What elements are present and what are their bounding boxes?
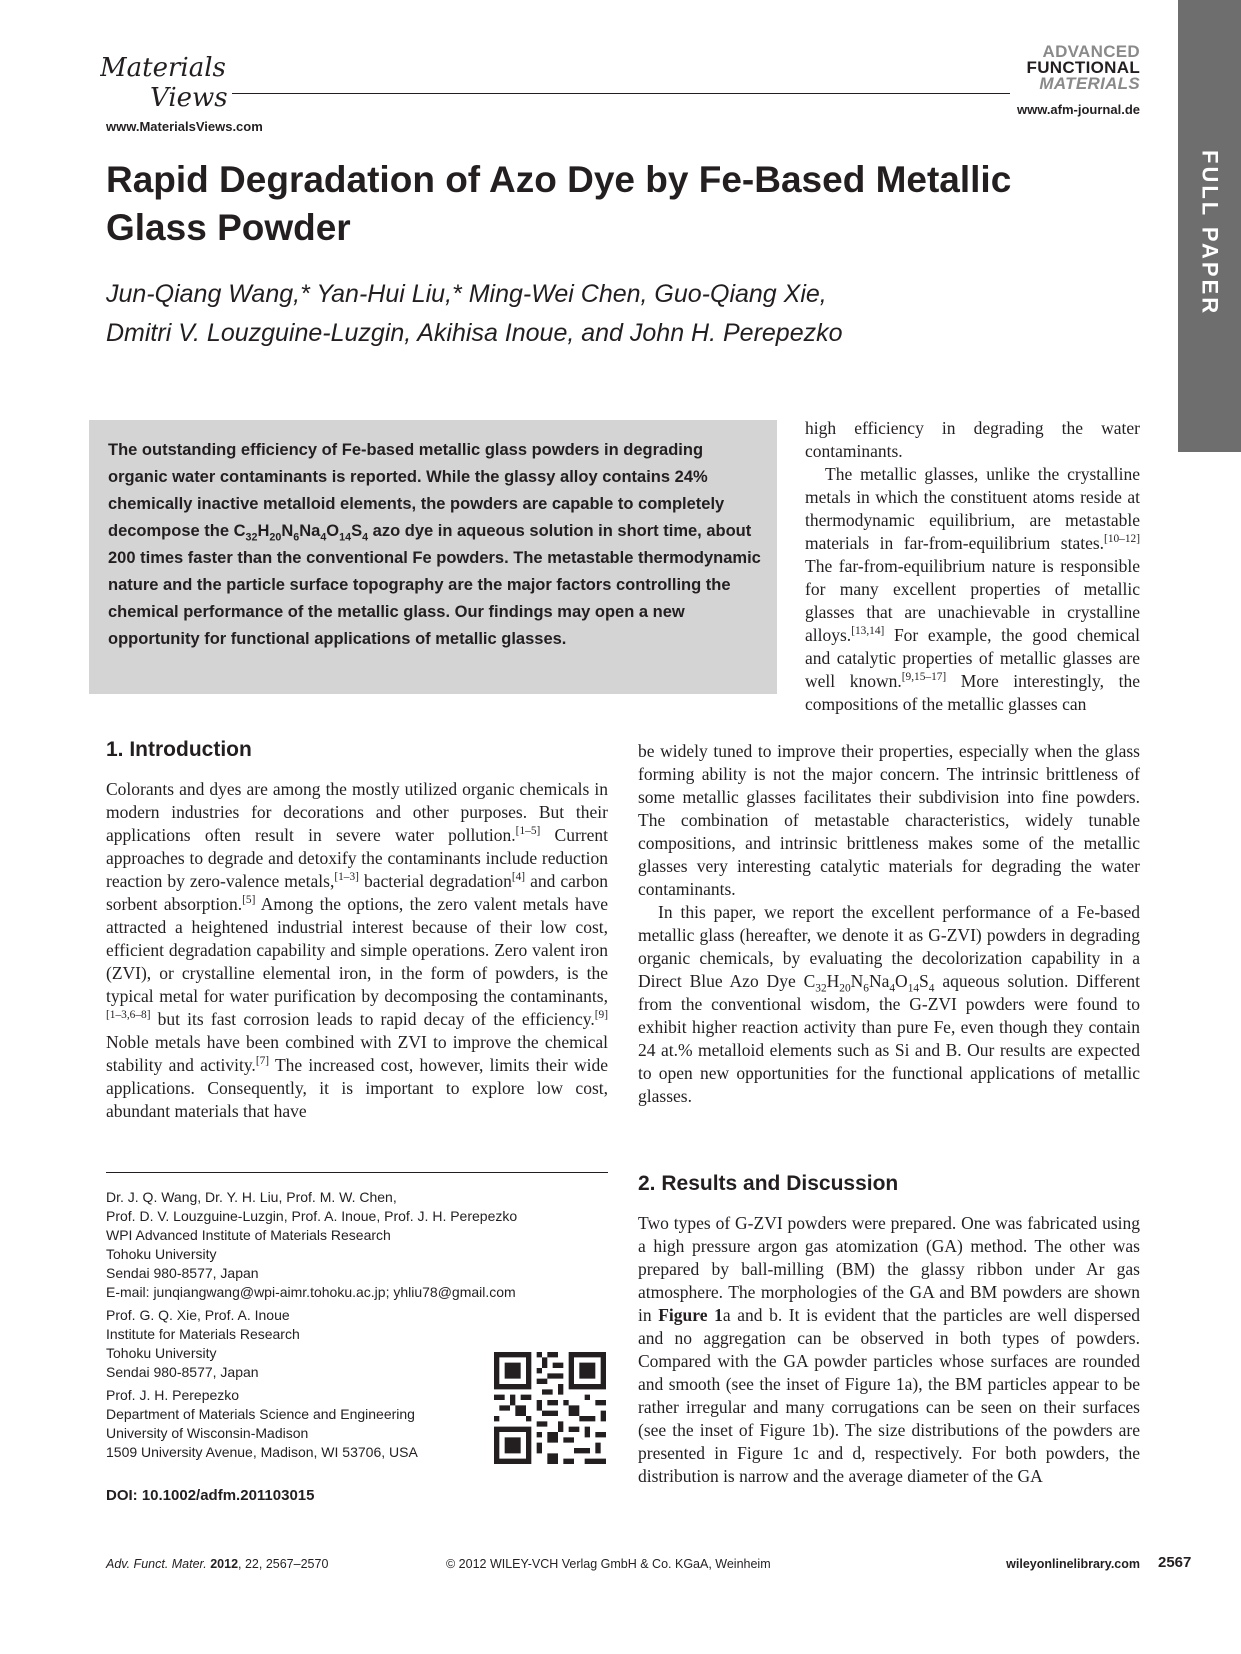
paragraph: Colorants and dyes are among the mostly utilized organic chemicals in modern industries for decorations and other purposes. But their applications often result in severe water pollution.[1–5] Current approaches to degrade and detoxify the contaminants include reduction reaction by zero-valence metals,[1–3] bacterial degradation[4] and carbon sorbent absorption.[5] Among the options, the zero valent metals have attracted a heightened industrial interest because of their low cost, efficient degradation capability and simple operations. Zero valent iron (ZVI), or crystalline elemental iron, in the form of powders, is the typical metal for water purification by decomposing the contaminants,[1–3,6–8] but its fast corrosion leads to rapid decay of the efficiency.[9] Noble metals have been combined with ZVI to improve the chemical stability and activity.[7] The increased cost, however, limits their wide applications. Consequently, it is important to explore low cost, abundant materials that have [106,779,608,1121]
citation[interactable]: [1–5] [515,825,541,838]
journal-url[interactable]: www.afm-journal.de [1016,102,1140,117]
email-line[interactable]: E-mail: junqiangwang@wpi-aimr.tohoku.ac.jp; yhliu78@gmail.com [106,1284,516,1300]
left-column-intro [106,778,608,1123]
authors-line-1: Jun-Qiang Wang,* Yan-Hui Liu,* Ming-Wei Chen, Guo-Qiang Xie, [106,280,827,308]
page-number: 2567 [1158,1554,1192,1571]
section-tab-label: FULL PAPER [1197,150,1223,317]
affiliation-line: Prof. G. Q. Xie, Prof. A. Inoue [106,1307,290,1323]
affiliation-line: Department of Materials Science and Engineering [106,1406,415,1422]
svg-text:Views: Views [150,83,228,112]
svg-text:Materials: Materials [100,53,226,83]
journal-logo-line1: ADVANCED [1042,42,1140,61]
journal-logo-line2: FUNCTIONAL [1026,58,1140,77]
affiliation-line: WPI Advanced Institute of Materials Research [106,1227,391,1243]
affiliation-line: Institute for Materials Research [106,1326,300,1342]
materials-views-logo [100,50,235,112]
header-rule [232,93,1010,94]
affiliation-line: Dr. J. Q. Wang, Dr. Y. H. Liu, Prof. M. W. Chen, [106,1189,397,1205]
author-list [106,275,1056,353]
paragraph: be widely tuned to improve their properties, especially when the glass forming ability is not the major concern. The intrinsic brittleness of some metallic glasses facilitates their subdivision into fine powders. The combination of metastable characteristics, widely tunable compositions, and intrinsic brittleness makes some of the metallic glasses very interesting catalytic materials for degrading the water contaminants. [638,741,1140,899]
abstract-part-2: azo dye in aqueous solution in short time, about 200 times faster than the conventional Fe powders. The metastable thermodynamic nature and the particle surface topography are the major factors controlling the chemical performance of the metallic glass. Our findings may open a new opportunity for functional applications of metallic glasses. [108,522,761,648]
footer-copyright: © 2012 WILEY-VCH Verlag GmbH & Co. KGaA, Weinheim [446,1557,771,1571]
citation[interactable]: [7] [255,1055,270,1068]
section-heading-results: 2. Results and Discussion [638,1172,899,1195]
citation[interactable]: [9,15–17] [901,671,947,684]
footer-citation: Adv. Funct. Mater. 2012, 22, 2567–2570 [106,1557,329,1571]
citation[interactable]: [1–3] [334,871,359,884]
article-title: Rapid Degradation of Azo Dye by Fe-Based Metallic Glass Powder [106,159,1012,248]
abstract-part-1: The outstanding efficiency of Fe-based metallic glass powders in degrading organic water contaminants is reported. While the glassy alloy contains 24% chemically inactive metalloid elements, the powders are capable to completely decompose the [108,441,725,540]
paragraph: high efficiency in degrading the water contaminants. [805,418,1140,461]
citation[interactable]: [5] [242,894,256,907]
publisher-url[interactable]: www.MaterialsViews.com [106,119,263,134]
footer-site[interactable]: wileyonlinelibrary.com [1006,1557,1140,1571]
qr-code[interactable] [494,1352,606,1464]
citation[interactable]: [1–3,6–8] [106,1009,151,1022]
dye-formula: $C_{32}H_{20}N_6Na_4O_{14}S_4$ [803,971,935,995]
affiliation-line: Prof. J. H. Perepezko [106,1387,240,1403]
affiliation-rule [106,1172,608,1173]
affiliation-line: Prof. D. V. Louzguine-Luzgin, Prof. A. Inoue, Prof. J. H. Perepezko [106,1208,518,1224]
section-heading-introduction: 1. Introduction [106,738,252,761]
right-column-top [805,417,1140,716]
affiliation-line: Sendai 980-8577, Japan [106,1265,259,1281]
dye-formula: $C_{32}H_{20}N_6Na_4O_{14}S_4$ [233,522,369,544]
citation[interactable]: [10–12] [1104,533,1140,546]
paragraph: The metallic glasses, unlike the crystalline metals in which the constituent atoms reside at thermodynamic equilibrium, are metastable materials in far-from-equilibrium states.[10–12] The far-from-equilibrium nature is responsible for many excellent properties of metallic glasses that are unachievable in crystalline alloys.[13,14] For example, the good chemical and catalytic properties of metallic glasses are well known.[9,15–17] More interestingly, the compositions of the metallic glasses can [805,464,1140,714]
figure-reference[interactable]: Figure 1 [658,1305,723,1325]
affiliation-line: Sendai 980-8577, Japan [106,1364,259,1380]
paragraph: In this paper, we report the excellent performance of a Fe-based metallic glass (hereafter, we denote it as G-ZVI) powders in degrading organic chemicals, by evaluating the decolorization capability in a Direct Blue Azo Dye $C_{32}H_{20}N_6Na_4O_{14}S_4$ aqueous solution. Different from the conventional wisdom, the G-ZVI powders were found to exhibit higher reaction activity than pure Fe, even though they contain 24 at.% metalloid elements such as Si and B. Our results are expected to open new opportunities for the functional applications of metallic glasses. [638,902,1140,1106]
results-text [638,1212,1140,1488]
journal-logo [1000,44,1140,92]
doi[interactable]: DOI: 10.1002/adfm.201103015 [106,1487,315,1504]
citation[interactable]: [4] [511,871,526,884]
affiliation-line: University of Wisconsin-Madison [106,1425,309,1441]
affiliation-line: 1509 University Avenue, Madison, WI 53706, USA [106,1444,418,1460]
authors-line-2: Dmitri V. Louzguine-Luzgin, Akihisa Inoue, and John H. Perepezko [106,319,843,347]
affiliation-line: Tohoku University [106,1246,217,1262]
abstract-text [108,437,763,653]
paragraph: Two types of G-ZVI powders were prepared. One was fabricated using a high pressure argon gas atomization (GA) method. The other was prepared by ball-milling (BM) the glassy ribbon under Ar gas atmosphere. The morphologies of the GA and BM powders are shown in Figure 1a and b. It is evident that the particles are well dispersed and no aggregation can be observed in both types of powders. Compared with the GA powder particles whose surfaces are rounded and smooth (see the inset of Figure 1a), the BM particles appear to be rather irregular and many corrugations can be seen on their surfaces (see the inset of Figure 1b). The size distributions of the powders are presented in Figure 1c and d, respectively. For both powders, the distribution is narrow and the average diameter of the GA [638,1213,1140,1486]
right-column-main [638,740,1140,1108]
citation[interactable]: [9] [594,1009,608,1022]
affiliation-line: Tohoku University [106,1345,217,1361]
citation[interactable]: [13,14] [851,625,885,638]
journal-logo-line3: MATERIALS [1039,74,1140,93]
